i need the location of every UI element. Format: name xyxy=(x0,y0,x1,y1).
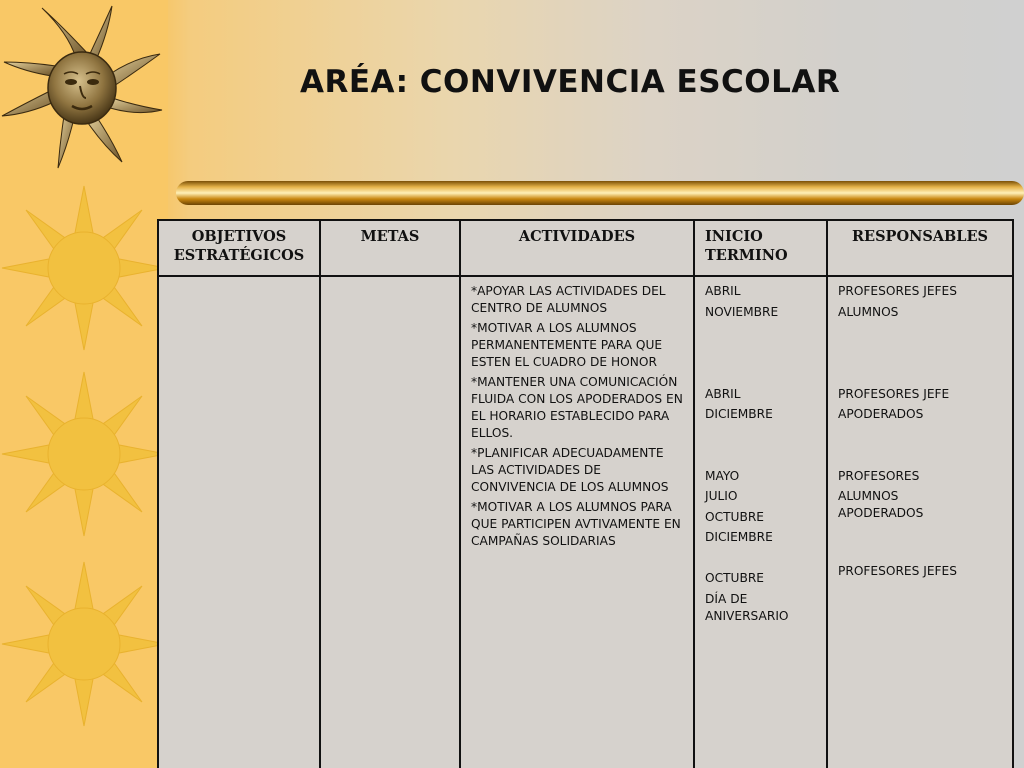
responsable-item: ALUMNOS APODERADOS xyxy=(838,489,924,520)
fecha-item: NOVIEMBRE xyxy=(705,304,779,319)
header-objetivos xyxy=(158,220,320,276)
table-row xyxy=(158,276,1013,768)
page-title: ARÉA: CONVIVENCIA ESCOLAR xyxy=(300,64,841,100)
header-metas: METAS xyxy=(320,220,460,276)
header-objetivos-line1: OBJETIVOS xyxy=(191,228,287,245)
responsable-item: APODERADOS xyxy=(838,407,924,421)
responsables-cell xyxy=(827,276,1013,768)
header-actividades: ACTIVIDADES xyxy=(460,220,694,276)
fecha-item: OCTUBRE xyxy=(705,571,764,585)
actividad-item: *MOTIVAR A LOS ALUMNOS PARA QUE PARTICIPEN AVTIVAMENTE EN CAMPAÑAS SOLIDARIAS xyxy=(471,500,681,548)
fecha-item: ABRIL xyxy=(705,386,741,401)
responsable-item: PROFESORES JEFE xyxy=(838,386,950,401)
inicio-termino-cell xyxy=(694,276,827,768)
fecha-item: OCTUBRE xyxy=(705,509,764,524)
actividades-cell xyxy=(460,276,694,768)
objetivos-cell xyxy=(158,276,320,768)
fecha-item: MAYO xyxy=(705,468,740,483)
fecha-item: DICIEMBRE xyxy=(705,407,773,421)
header-inicio-termino xyxy=(694,220,827,276)
metas-cell xyxy=(320,276,460,768)
sun-face-icon xyxy=(0,0,170,175)
sun-icon xyxy=(0,364,168,544)
fecha-item: ABRIL xyxy=(705,284,741,298)
table-header-row xyxy=(158,220,1013,276)
fecha-item: JULIO xyxy=(705,489,738,503)
gold-divider-bar xyxy=(176,181,1024,205)
header-objetivos-line2: ESTRATÉGICOS xyxy=(173,247,305,264)
fecha-item: DICIEMBRE xyxy=(705,530,773,544)
responsable-item: PROFESORES JEFES xyxy=(838,284,957,298)
actividad-item: *PLANIFICAR ADECUADAMENTE LAS ACTIVIDADES DE CONVIVENCIA DE LOS ALUMNOS xyxy=(471,446,669,494)
planning-table xyxy=(157,219,1014,768)
header-responsables: RESPONSABLES xyxy=(827,220,1013,276)
sun-icon xyxy=(0,554,168,734)
responsable-item: PROFESORES JEFES xyxy=(838,564,957,578)
header-inicio-line1: INICIO xyxy=(705,228,763,245)
header-inicio-line2: TERMINO xyxy=(705,247,788,264)
actividad-item: *APOYAR LAS ACTIVIDADES DEL CENTRO DE ALUMNOS xyxy=(471,284,666,315)
actividad-item: *MOTIVAR A LOS ALUMNOS PERMANENTEMENTE PARA QUE ESTEN EL CUADRO DE HONOR xyxy=(471,321,663,369)
sun-icon xyxy=(0,178,168,358)
responsable-item: ALUMNOS xyxy=(838,304,899,319)
actividad-item: *MANTENER UNA COMUNICACIÓN FLUIDA CON LOS APODERADOS EN EL HORARIO ESTABLECIDO PARA ELLOS. xyxy=(471,375,683,440)
fecha-item: DÍA DE ANIVERSARIO xyxy=(705,591,789,623)
responsable-item: PROFESORES xyxy=(838,468,920,483)
